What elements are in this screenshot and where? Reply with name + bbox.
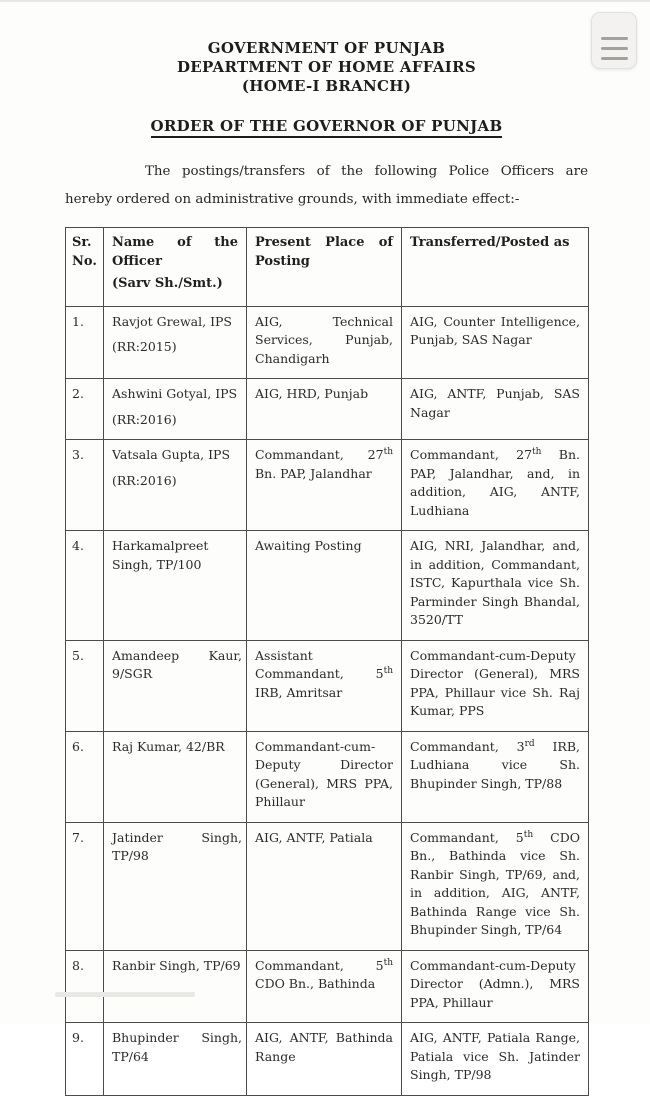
document-content xyxy=(0,2,650,1096)
table-row xyxy=(66,822,589,950)
transferred-posted-cell: AIG, NRI, Jalandhar, and, in addition, Commandant, ISTC, Kapurthala vice Sh. Parminder Singh Bhandal, 3520/TT xyxy=(402,531,589,641)
menu-button[interactable] xyxy=(591,12,637,69)
order-title: ORDER OF THE GOVERNOR OF PUNJAB xyxy=(151,117,503,138)
table-header-row xyxy=(66,228,589,307)
sr-no-cell: 9. xyxy=(66,1023,104,1096)
present-posting-cell: Commandant-cum-Deputy Director (General), MRS PPA, Phillaur xyxy=(247,731,402,822)
officer-name-cell: Jatinder Singh, TP/98 xyxy=(104,822,247,950)
table-row xyxy=(66,306,589,379)
sr-no-cell: 1. xyxy=(66,306,104,379)
present-posting-cell: Commandant, 5th CDO Bn., Bathinda xyxy=(247,950,402,1023)
sr-no-cell: 4. xyxy=(66,531,104,641)
table-row xyxy=(66,950,589,1023)
officer-name-cell: Vatsala Gupta, IPS (RR:2016) xyxy=(104,440,247,531)
intro-paragraph: The postings/transfers of the following Police Officers are hereby ordered on administrative grounds, with immediate effect:- xyxy=(65,164,588,207)
transferred-posted-cell: AIG, Counter Intelligence, Punjab, SAS Nagar xyxy=(402,306,589,379)
transferred-posted-cell: AIG, ANTF, Patiala Range, Patiala vice Sh. Jatinder Singh, TP/98 xyxy=(402,1023,589,1096)
officer-name-cell: Ashwini Gotyal, IPS (RR:2016) xyxy=(104,379,247,440)
transferred-posted-cell: Commandant-cum-Deputy Director (General), MRS PPA, Phillaur vice Sh. Raj Kumar, PPS xyxy=(402,640,589,731)
col-header-sr-no: Sr. No. xyxy=(66,228,104,307)
sr-no-cell: 8. xyxy=(66,950,104,1023)
sr-no-cell: 2. xyxy=(66,379,104,440)
hamburger-icon xyxy=(592,21,636,60)
officer-batch: (RR:2016) xyxy=(112,472,177,488)
present-posting-cell: AIG, ANTF, Bathinda Range xyxy=(247,1023,402,1096)
branch-title: (HOME-I BRANCH) xyxy=(241,77,412,95)
table-row xyxy=(66,1023,589,1096)
transferred-posted-cell: Commandant, 5th CDO Bn., Bathinda vice Sh. Ranbir Singh, TP/69, and, in addition, AIG, ANTF, Bathinda Range vice Sh. Bhupinder Singh, TP/64 xyxy=(402,822,589,950)
table-row xyxy=(66,379,589,440)
present-posting-cell: AIG, ANTF, Patiala xyxy=(247,822,402,950)
present-posting-cell: AIG, Technical Services, Punjab, Chandigarh xyxy=(247,306,402,379)
transferred-posted-cell: Commandant, 3rd IRB, Ludhiana vice Sh. Bhupinder Singh, TP/88 xyxy=(402,731,589,822)
present-posting-cell: Commandant, 27th Bn. PAP, Jalandhar xyxy=(247,440,402,531)
hamburger-bar xyxy=(601,47,628,50)
department-title: DEPARTMENT OF HOME AFFAIRS xyxy=(176,58,476,76)
officer-batch: (RR:2016) xyxy=(112,411,177,427)
transferred-posted-cell: Commandant, 27th Bn. PAP, Jalandhar, and, in addition, AIG, ANTF, Ludhiana xyxy=(402,440,589,531)
sr-no-cell: 3. xyxy=(66,440,104,531)
order-table-body xyxy=(66,306,589,1095)
officer-name-cell: Harkamalpreet Singh, TP/100 xyxy=(104,531,247,641)
officer-name-cell: Raj Kumar, 42/BR xyxy=(104,731,247,822)
officer-name-cell: Ravjot Grewal, IPS (RR:2015) xyxy=(104,306,247,379)
col-header-officer-label: Name of the Officer xyxy=(112,235,238,269)
present-posting-cell: Awaiting Posting xyxy=(247,531,402,641)
present-posting-cell: AIG, HRD, Punjab xyxy=(247,379,402,440)
table-row xyxy=(66,531,589,641)
transfer-orders-table xyxy=(65,227,589,1096)
transferred-posted-cell: Commandant-cum-Deputy Director (Admn.), MRS PPA, Phillaur xyxy=(402,950,589,1023)
officer-name-cell: Amandeep Kaur, 9/SGR xyxy=(104,640,247,731)
table-row xyxy=(66,640,589,731)
col-header-officer-name xyxy=(104,228,247,307)
order-title-row xyxy=(65,116,588,138)
sr-no-cell: 5. xyxy=(66,640,104,731)
document-header xyxy=(65,39,588,96)
officer-name-cell: Bhupinder Singh, TP/64 xyxy=(104,1023,247,1096)
sr-no-cell: 7. xyxy=(66,822,104,950)
table-row xyxy=(66,731,589,822)
officer-batch: (RR:2015) xyxy=(112,339,177,354)
col-header-transferred: Transferred/Posted as xyxy=(402,228,589,307)
transferred-posted-cell: AIG, ANTF, Punjab, SAS Nagar xyxy=(402,379,589,440)
hamburger-bar xyxy=(601,57,628,60)
col-header-present-posting: Present Place of Posting xyxy=(247,228,402,307)
table-row xyxy=(66,440,589,531)
present-posting-cell: Assistant Commandant, 5th IRB, Amritsar xyxy=(247,640,402,731)
officer-name-cell: Ranbir Singh, TP/69 xyxy=(104,950,247,1023)
scan-artifact xyxy=(55,992,195,997)
hamburger-bar xyxy=(601,37,628,40)
col-header-officer-sublabel: (Sarv Sh./Smt.) xyxy=(112,276,223,291)
government-title: GOVERNMENT OF PUNJAB xyxy=(207,39,446,57)
sr-no-cell: 6. xyxy=(66,731,104,822)
